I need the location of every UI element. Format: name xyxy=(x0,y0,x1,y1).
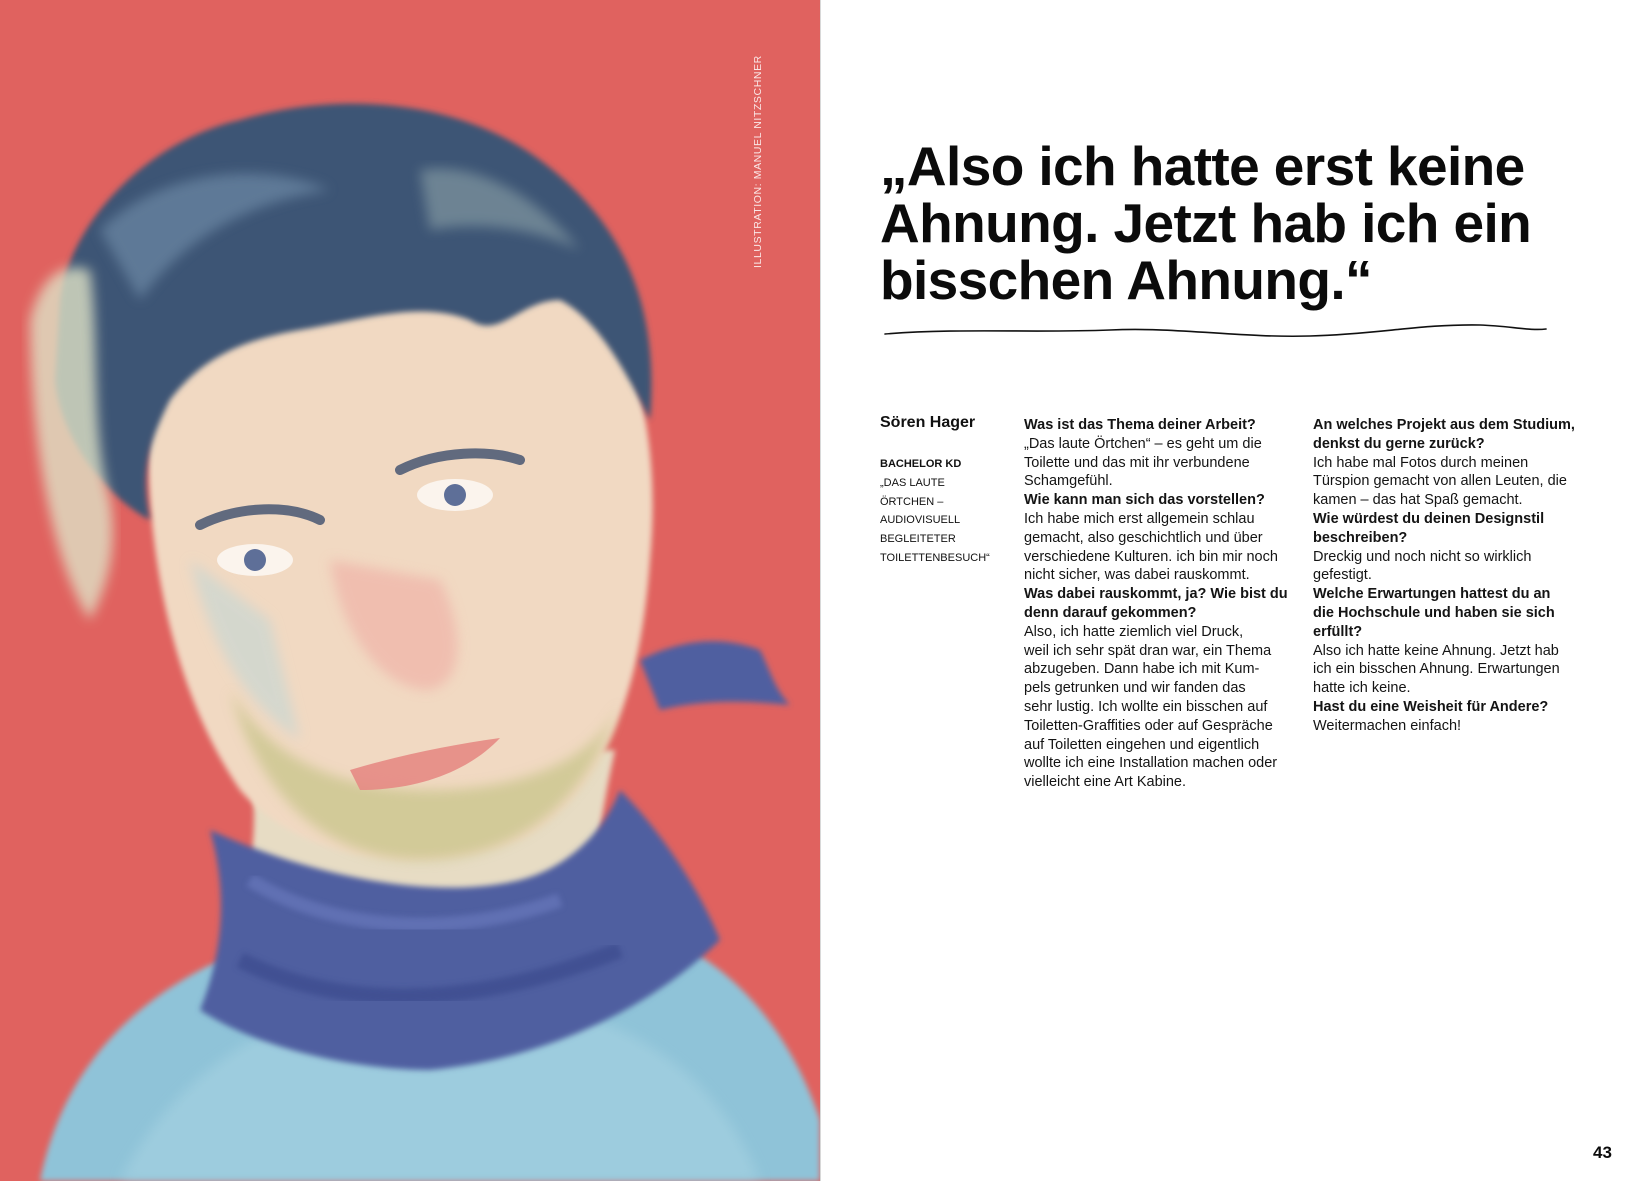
page-number: 43 xyxy=(1593,1143,1612,1162)
question-line: Was dabei rauskommt, ja? Wie bist du xyxy=(1024,586,1288,603)
answer-line: auf Toiletten eingehen und eigentlich xyxy=(1024,736,1260,753)
question-line: beschreiben? xyxy=(1313,529,1408,546)
question-line: Hast du eine Weisheit für Andere? xyxy=(1313,698,1549,715)
headline-quote xyxy=(880,135,1600,311)
interview-column-1 xyxy=(1024,416,1294,792)
headline-line: bisschen Ahnung.“ xyxy=(880,249,1372,311)
interview-column-2 xyxy=(1313,416,1603,736)
answer-line: Toiletten-Graffities oder auf Gespräche xyxy=(1024,717,1273,734)
project-title-line: TOILETTENBESUCH“ xyxy=(880,551,990,564)
project-title-line: „DAS LAUTE xyxy=(880,476,945,489)
question-line: denkst du gerne zurück? xyxy=(1313,435,1485,452)
answer-line: kamen – das hat Spaß gemacht. xyxy=(1313,492,1523,509)
answer-line: Also, ich hatte ziemlich viel Druck, xyxy=(1024,623,1244,640)
question-line: An welches Projekt aus dem Studium, xyxy=(1313,417,1575,433)
question-line: Wie würdest du deinen Designstil xyxy=(1313,510,1545,527)
question-line: denn darauf gekommen? xyxy=(1024,604,1197,621)
answer-line: Ich habe mal Fotos durch meinen xyxy=(1313,454,1529,471)
answer-line: nicht sicher, was dabei rauskommt. xyxy=(1024,567,1250,584)
answer-line: abzugeben. Dann habe ich mit Kum- xyxy=(1024,661,1260,678)
answer-line: verschiedene Kulturen. ich bin mir noch xyxy=(1024,548,1278,565)
question-line: Was ist das Thema deiner Arbeit? xyxy=(1024,417,1256,433)
answer-line: pels getrunken und wir fanden das xyxy=(1024,680,1246,697)
question-line: Wie kann man sich das vorstellen? xyxy=(1024,492,1265,509)
answer-line: gefestigt. xyxy=(1313,567,1372,584)
profile-meta xyxy=(880,455,1005,568)
answer-line: Ich habe mich erst allgemein schlau xyxy=(1024,510,1255,527)
squiggle-divider xyxy=(880,316,1550,346)
scarf-tail xyxy=(640,641,790,710)
headline-line: „Also ich hatte erst keine xyxy=(880,135,1525,197)
degree-label: BACHELOR KD xyxy=(880,458,962,470)
interviewee-name: Sören Hager xyxy=(880,414,976,431)
answer-line: gemacht, also geschichtlich und über xyxy=(1024,529,1263,546)
answer-line: ich ein bisschen Ahnung. Erwartungen xyxy=(1313,661,1560,678)
answer-line: Toilette und das mit ihr verbundene xyxy=(1024,454,1250,471)
answer-line: Also ich hatte keine Ahnung. Jetzt hab xyxy=(1313,642,1559,659)
answer-line: „Das laute Örtchen“ – es geht um die xyxy=(1024,435,1262,452)
headline-line: Ahnung. Jetzt hab ich ein xyxy=(880,192,1532,254)
answer-line: Weitermachen einfach! xyxy=(1313,717,1462,734)
answer-line: Türspion gemacht von allen Leuten, die xyxy=(1313,473,1567,490)
answer-line: wollte ich eine Installation machen oder xyxy=(1024,755,1278,772)
answer-line: Dreckig und noch nicht so wirklich xyxy=(1313,548,1532,565)
illustration-credit: ILLUSTRATION: MANUEL NITZSCHNER xyxy=(752,55,764,268)
project-title-line: BEGLEITETER xyxy=(880,533,956,546)
question-line: die Hochschule und haben sie sich xyxy=(1313,604,1555,621)
answer-line: sehr lustig. Ich wollte ein bisschen auf xyxy=(1024,698,1268,715)
question-line: Welche Erwartungen hattest du an xyxy=(1313,586,1551,603)
page-gutter xyxy=(820,0,821,1181)
question-line: erfüllt? xyxy=(1313,623,1363,640)
project-title-line: AUDIOVISUELL xyxy=(880,514,961,527)
answer-line: hatte ich keine. xyxy=(1313,680,1411,697)
project-title-line: ÖRTCHEN – xyxy=(880,495,944,508)
answer-line: weil ich sehr spät dran war, ein Thema xyxy=(1024,642,1272,659)
answer-line: vielleicht eine Art Kabine. xyxy=(1024,774,1187,791)
answer-line: Schamgefühl. xyxy=(1024,473,1113,490)
